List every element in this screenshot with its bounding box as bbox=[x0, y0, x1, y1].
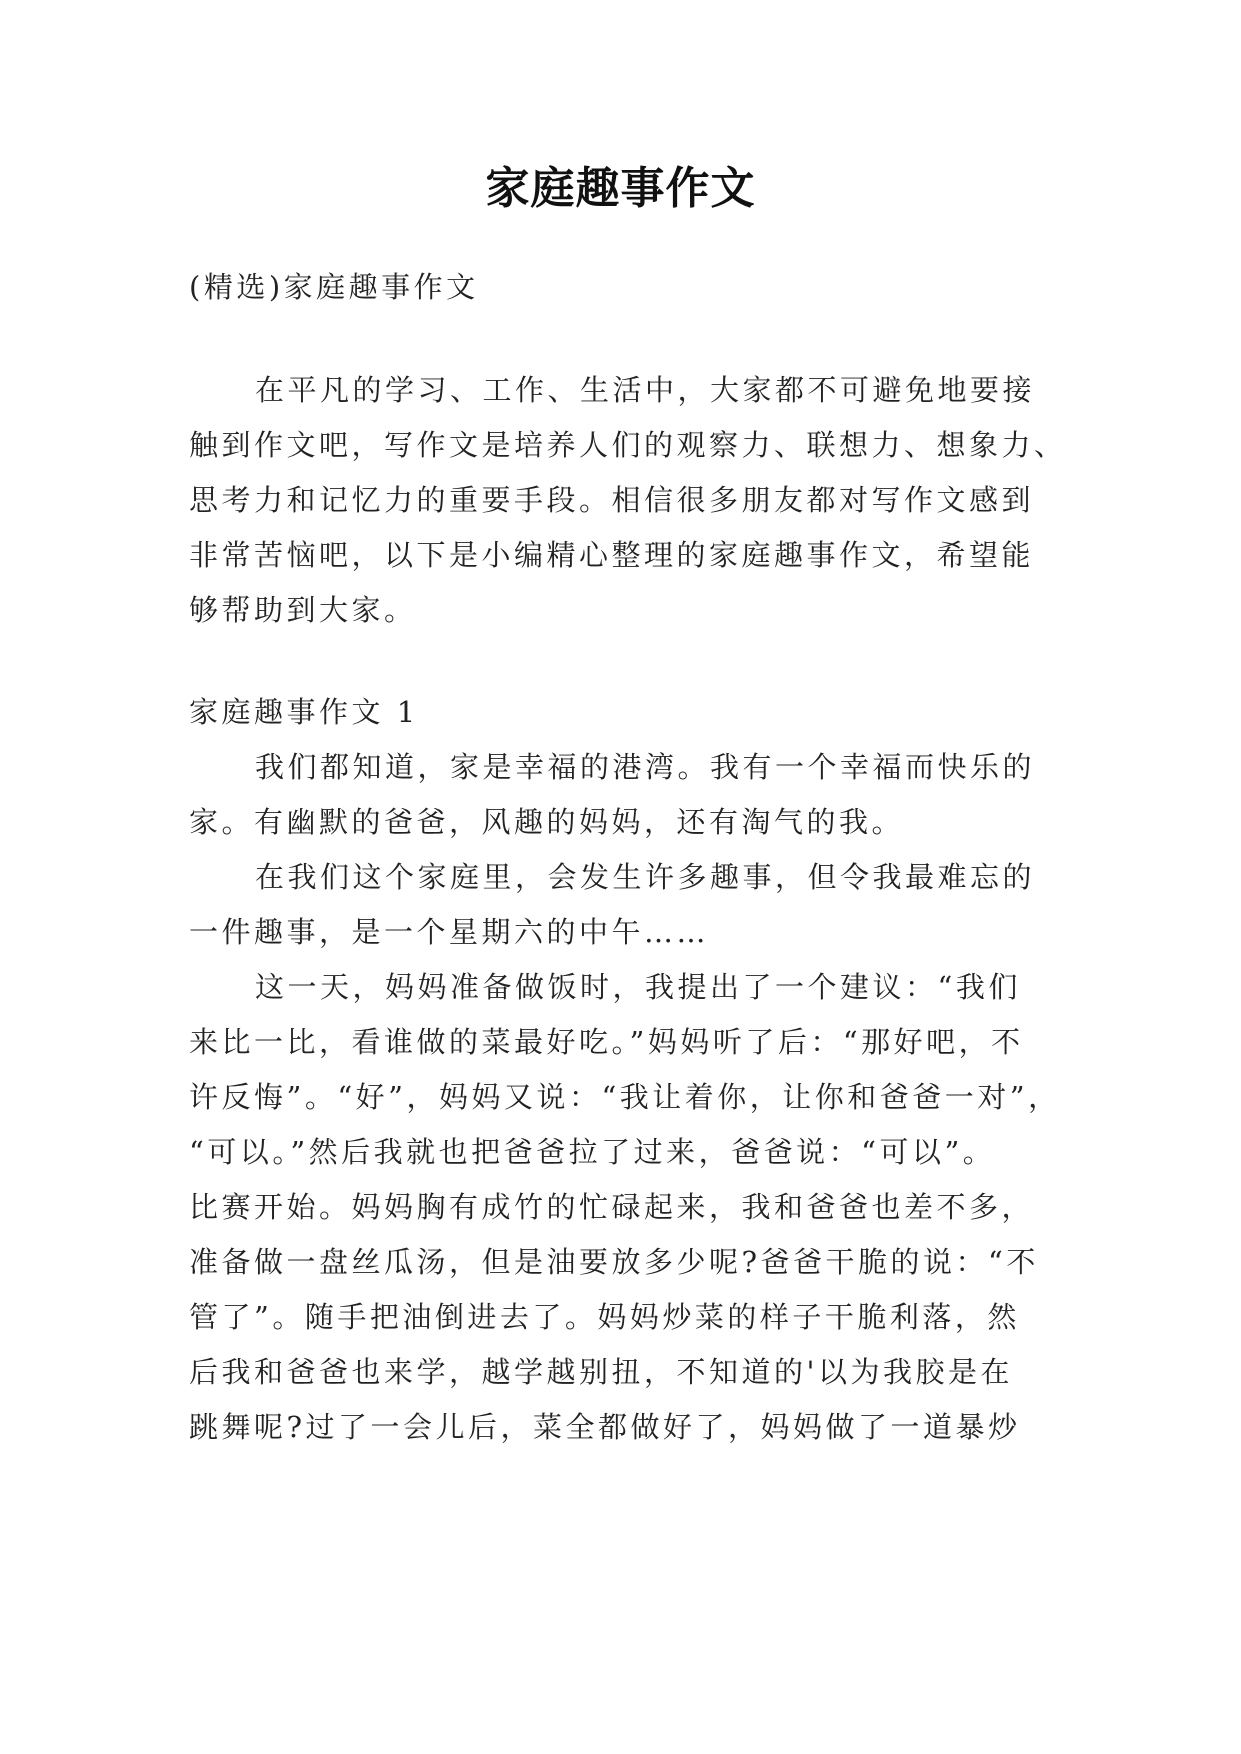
body-line: 我们都知道，家是幸福的港湾。我有一个幸福而快乐的 bbox=[255, 750, 1036, 784]
body-line: 在我们这个家庭里，会发生许多趣事，但令我最难忘的 bbox=[255, 860, 1036, 894]
body-line: 比赛开始。妈妈胸有成竹的忙碌起来，我和爸爸也差不多， bbox=[189, 1190, 1035, 1224]
intro-line: 非常苦恼吧，以下是小编精心整理的家庭趣事作文，希望能 bbox=[189, 538, 1035, 572]
body-line: 许反悔”。“好”，妈妈又说：“我让着你，让你和爸爸一对”， bbox=[189, 1080, 1061, 1114]
body-line: 后我和爸爸也来学，越学越别扭，不知道的'以为我胶是在 bbox=[189, 1355, 1013, 1389]
body-line: 一件趣事，是一个星期六的中午…… bbox=[189, 915, 710, 949]
body-line: “可以。”然后我就也把爸爸拉了过来，爸爸说：“可以”。 bbox=[189, 1135, 996, 1169]
intro-line: 触到作文吧，写作文是培养人们的观察力、联想力、想象力、 bbox=[189, 428, 1067, 462]
body-line: 来比一比，看谁做的菜最好吃。”妈妈听了后：“那好吧，不 bbox=[189, 1025, 1024, 1059]
body-line: 家。有幽默的爸爸，风趣的妈妈，还有淘气的我。 bbox=[189, 805, 905, 839]
body-line: 跳舞呢?过了一会儿后，菜全都做好了，妈妈做了一道暴炒 bbox=[189, 1410, 1021, 1444]
intro-line: 思考力和记忆力的重要手段。相信很多朋友都对写作文感到 bbox=[189, 483, 1035, 517]
document-subtitle: (精选)家庭趣事作文 bbox=[189, 270, 479, 304]
body-line: 管了”。随手把油倒进去了。妈妈炒菜的样子干脆利落，然 bbox=[189, 1300, 1020, 1334]
intro-line: 够帮助到大家。 bbox=[189, 593, 417, 627]
document-title: 家庭趣事作文 bbox=[485, 163, 756, 214]
body-line: 准备做一盘丝瓜汤，但是油要放多少呢?爸爸干脆的说：“不 bbox=[189, 1245, 1039, 1279]
intro-line: 在平凡的学习、工作、生活中，大家都不可避免地要接 bbox=[255, 373, 1036, 407]
section-heading: 家庭趣事作文 1 bbox=[189, 695, 419, 729]
body-line: 这一天，妈妈准备做饭时，我提出了一个建议：“我们 bbox=[255, 970, 1021, 1004]
